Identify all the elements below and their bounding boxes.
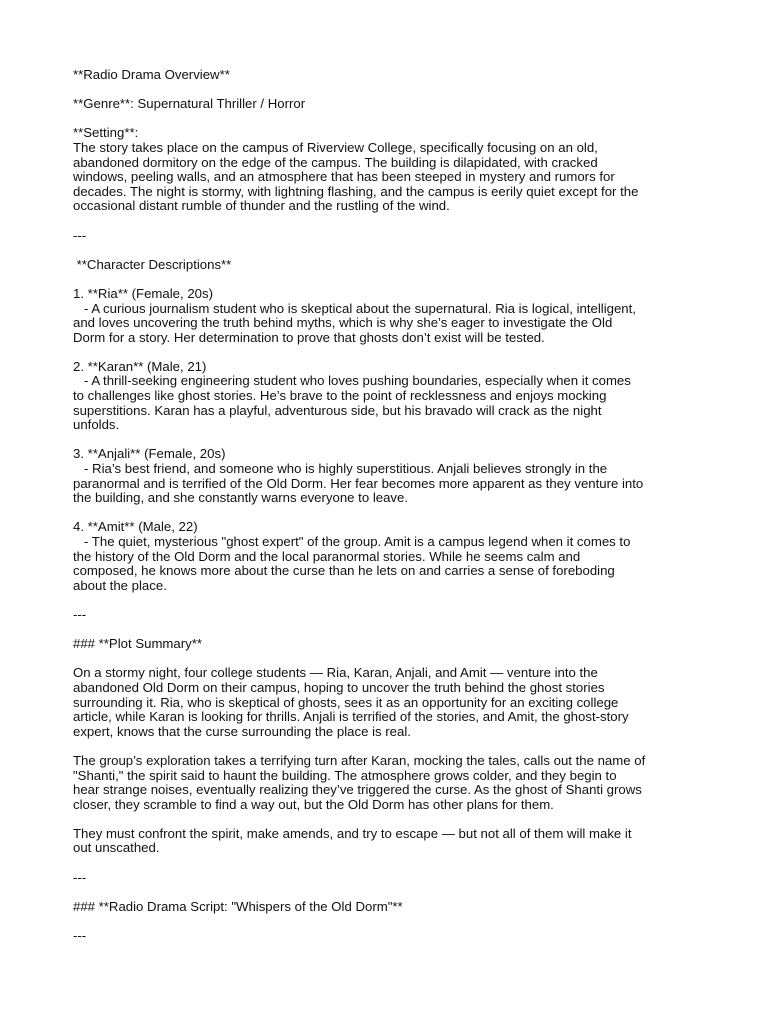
character-header-ria: 1. **Ria** (Female, 20s)	[73, 285, 213, 301]
plot-line: abandoned Old Dorm on their campus, hoping to uncover the truth behind the ghost stories	[73, 679, 605, 695]
setting-line: abandoned dormitory on the edge of the campus. The building is dilapidated, with cracked	[73, 154, 598, 170]
character-line: superstitions. Karan has a playful, adventurous side, but his bravado will crack as the night	[73, 402, 602, 418]
setting-line: windows, peeling walls, and an atmosphere that has been steeped in mystery and rumors for	[73, 169, 615, 185]
plot-line: closer, they scramble to find a way out, but the Old Dorm has other plans for them.	[73, 796, 554, 812]
genre-line: **Genre**: Supernatural Thriller / Horror	[73, 96, 306, 112]
character-header-anjali: 3. **Anjali** (Female, 20s)	[73, 446, 226, 462]
character-line: Dorm for a story. Her determination to prove that ghosts don’t exist will be tested.	[73, 329, 545, 345]
plot-line: out unscathed.	[73, 840, 160, 856]
character-line: - A thrill-seeking engineering student who loves pushing boundaries, especially when it comes	[73, 373, 631, 389]
separator: ---	[73, 928, 87, 944]
script-heading: ### **Radio Drama Script: "Whispers of the Old Dorm"**	[73, 898, 403, 914]
plot-line: surrounding it. Ria, who is skeptical of ghosts, sees it as an opportunity for an exciting college	[73, 694, 619, 710]
setting-line: The story takes place on the campus of Riverview College, specifically focusing on an old,	[73, 139, 598, 155]
character-line: the history of the Old Dorm and the local paranormal stories. While he seems calm and	[73, 548, 581, 564]
plot-line: expert, knows that the curse surrounding the place is real.	[73, 723, 411, 739]
setting-line: occasional distant rumble of thunder and the rustling of the wind.	[73, 198, 450, 214]
separator: ---	[73, 227, 87, 243]
plot-line: On a stormy night, four college students — Ria, Karan, Anjali, and Amit — venture into the	[73, 665, 598, 681]
character-line: unfolds.	[73, 417, 120, 433]
character-header-karan: 2. **Karan** (Male, 21)	[73, 358, 207, 374]
character-header-amit: 4. **Amit** (Male, 22)	[73, 519, 198, 535]
character-line: the building, and she constantly warns everyone to leave.	[73, 490, 409, 506]
characters-heading: **Character Descriptions**	[73, 256, 232, 272]
separator: ---	[73, 606, 87, 622]
character-line: - Ria’s best friend, and someone who is highly superstitious. Anjali believes strongly in the	[73, 461, 608, 477]
plot-line: They must confront the spirit, make amends, and try to escape — but not all of them will make it	[73, 825, 632, 841]
character-line: - A curious journalism student who is skeptical about the supernatural. Ria is logical, intelligent,	[73, 300, 636, 316]
separator: ---	[73, 869, 87, 885]
plot-line: hear strange noises, eventually realizing they’ve triggered the curse. As the ghost of Shanti grows	[73, 782, 642, 798]
character-line: paranormal and is terrified of the Old Dorm. Her fear becomes more apparent as they venture into	[73, 475, 644, 491]
character-line: to challenges like ghost stories. He’s brave to the point of recklessness and enjoys mocking	[73, 388, 607, 404]
plot-line: The group’s exploration takes a terrifying turn after Karan, mocking the tales, calls out the name of	[73, 752, 646, 768]
character-line: - The quiet, mysterious "ghost expert" of the group. Amit is a campus legend when it comes to	[73, 534, 631, 549]
document-title: **Radio Drama Overview**	[73, 67, 230, 82]
plot-line: article, while Karan is looking for thrills. Anjali is terrified of the stories, and Amit, the ghost-story	[73, 709, 629, 725]
character-line: composed, he knows more about the curse than he lets on and carries a sense of foreboding	[73, 563, 615, 579]
document-page	[73, 68, 713, 944]
character-line: about the place.	[73, 577, 167, 593]
plot-heading: ### **Plot Summary**	[73, 636, 203, 652]
character-line: and loves uncovering the truth behind myths, which is why she’s eager to investigate the Old	[73, 315, 613, 331]
setting-line: decades. The night is stormy, with lightning flashing, and the campus is eerily quiet except for the	[73, 183, 639, 199]
setting-heading: **Setting**:	[73, 125, 139, 141]
plot-line: "Shanti," the spirit said to haunt the building. The atmosphere grows colder, and they begin to	[73, 767, 617, 783]
